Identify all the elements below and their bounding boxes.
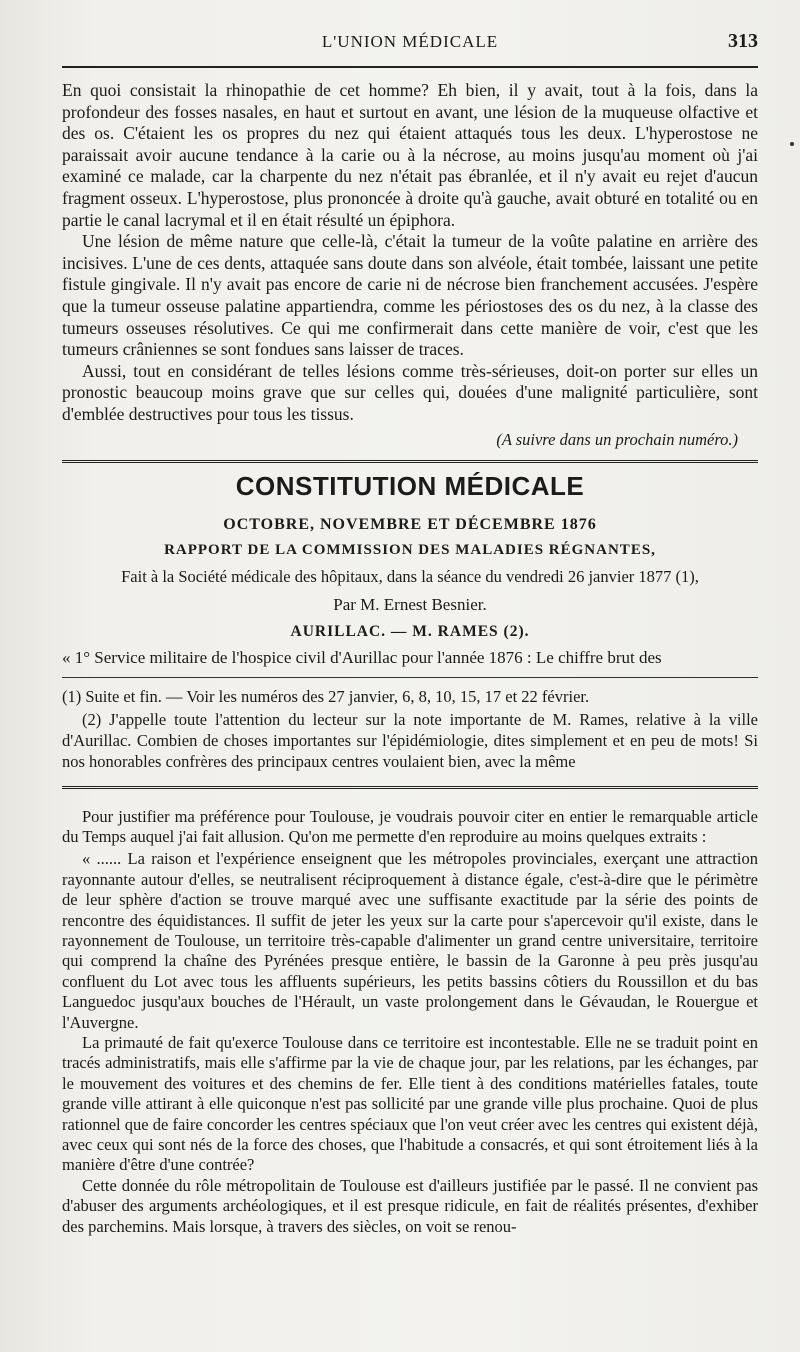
report-subtitle: Fait à la Société médicale des hôpitaux, dans la séance du vendredi 26 janvier 1877 (1),: [121, 566, 699, 586]
article1-paragraph-1: En quoi consistait la rhinopathie de cet homme? Eh bien, il y avait, tout à la fois, dans la profondeur des fosses nasales, en haut et surtout en avant, une lésion de la muqueuse olfactive et des os. C'étaient les os propres du nez qui étaient attaqués tous les deux. L'hyperostose ne paraissait avoir aucune tendance à la carie ou à la nécrose, au moins jusqu'au moment où j'ai examiné ce malade, car la charpente du nez n'était pas ébranlée, et il n'y avait eu rejet d'aucun fragment osseux. L'hyperostose, plus prononcée à droite qu'à gauche, avait obturé en totalité ou en partie le canal lacrymal et il en était résulté un épiphora.: [62, 80, 758, 230]
article1-paragraph-3: Aussi, tout en considérant de telles lésions comme très-sérieuses, doit-on porter sur elles un pronostic beaucoup moins grave que sur celles qui, douées d'une malignité particulière, sont d'emblée destructives pour tous les tissus.: [62, 360, 758, 424]
article2-paragraph-2: « ...... La raison et l'expérience enseignent que les métropoles provinciales, exerçant une attraction rayonnante autour d'elles, se neutralisent réciproquement à distance égale, c'est-à-dire que le périmètre de leur sphère d'action se trouve marqué avec une suffisante exactitude par la série des points de rencontre des équidistances. Il suffit de jeter les yeux sur la carte pour s'apercevoir qu'il existe, dans le rayonnement de Toulouse, un territoire très-capable d'alimenter un grand centre universitaire, territoire qui comprend la chaîne des Pyrénées presque entière, le bassin de la Garonne à peu près jusqu'au confluent du Lot avec tous les affluents supérieurs, les petits bassins côtiers du Roussillon et du bas Languedoc jusqu'aux bouches de l'Hérault, un vaste prolongement dans le Gévaudan, le Rouergue et l'Auvergne.: [62, 849, 758, 1032]
running-title: L'UNION MÉDICALE: [321, 32, 499, 51]
feuilleton-divider: [62, 786, 758, 789]
constitution-medicale-section: [62, 471, 758, 669]
footnote-2: (2) J'appelle toute l'attention du lecteur sur la note importante de M. Rames, relative à la ville d'Aurillac. Combien de choses importantes sur l'épidémiologie, dites simplement et en peu de mots! Si nos honorables confrères des principaux centres voulaient bien, avec la même: [62, 709, 758, 771]
article-toulouse: [62, 807, 758, 1238]
section-divider: [62, 460, 758, 463]
article1-paragraph-2: Une lésion de même nature que celle-là, c'était la tumeur de la voûte palatine en arrière des incisives. L'une de ces dents, attaquée sans doute dans son alvéole, était tombée, laissant une petite fistule gingivale. Il n'y avait pas encore de carie ni de nécrose bien franchement accusées. J'espère que la tumeur osseuse palatine appartiendra, comme les périostoses des os du nez, à la classe des tumeurs osseuses résolutives. Ce qui me confirmerait dans cette manière de voir, c'est que les tumeurs crâniennes se sont fondues sans laisser de traces.: [62, 231, 758, 360]
report-place-heading: AURILLAC. — M. RAMES (2).: [290, 622, 530, 640]
article2-paragraph-3: La primauté de fait qu'exerce Toulouse dans ce territoire est incontestable. Elle ne se traduit point en tracés administratifs, mais elle s'affirme par la vie de chaque jour, par les relations, par les échanges, par le mouvement des voitures et des chemins de fer. Elle tient à des conditions matérielles fatales, toute grande ville attirant à elle quiconque n'est pas sollicité par une grande ville plus prochaine. Quoi de plus rationnel que de faire concorder les centres spéciaux que l'on veut créer avec les centres qui existent déjà, avec ceux qui sont nés de la force des choses, que l'habitude a consacrés, et qui sont étroitement liés à la manière d'être d'une contrée?: [62, 1032, 758, 1175]
article2-paragraph-4: Cette donnée du rôle métropolitain de Toulouse est d'ailleurs justifiée par le passé. Il ne convient pas d'abuser des arguments archéologiques, et il est presque ridicule, en fait de réalités présentes, d'exhiber des parchemins. Mais lorsque, à travers des siècles, on voit se renou-: [62, 1175, 758, 1236]
article2-paragraph-1: Pour justifier ma préférence pour Toulouse, je voudrais pouvoir citer en entier le remarquable article du Temps auquel j'ai fait allusion. Qu'on me permette d'en reproduire au moins quelques extraits :: [62, 806, 758, 846]
edge-mark: [790, 142, 794, 146]
report-quote: « 1° Service militaire de l'hospice civil d'Aurillac pour l'année 1876 : Le chiffre brut des: [62, 647, 662, 667]
section-title: CONSTITUTION MÉDICALE: [235, 470, 585, 501]
page-header: [62, 0, 758, 60]
article-rhinopathie: [62, 80, 758, 450]
footnote-separator: [62, 677, 758, 678]
to-be-continued-note: (A suivre dans un prochain numéro.): [496, 429, 738, 449]
footnote-1: (1) Suite et fin. — Voir les numéros des 27 janvier, 6, 8, 10, 15, 17 et 22 février.: [62, 686, 590, 706]
header-rule: [62, 66, 758, 68]
page-number: 313: [728, 30, 758, 52]
section-months: OCTOBRE, NOVEMBRE ET DÉCEMBRE 1876: [223, 515, 597, 533]
report-title: RAPPORT DE LA COMMISSION DES MALADIES RÉGNANTES,: [164, 541, 656, 558]
footnotes: [62, 686, 758, 772]
report-author: Par M. Ernest Besnier.: [333, 594, 487, 614]
